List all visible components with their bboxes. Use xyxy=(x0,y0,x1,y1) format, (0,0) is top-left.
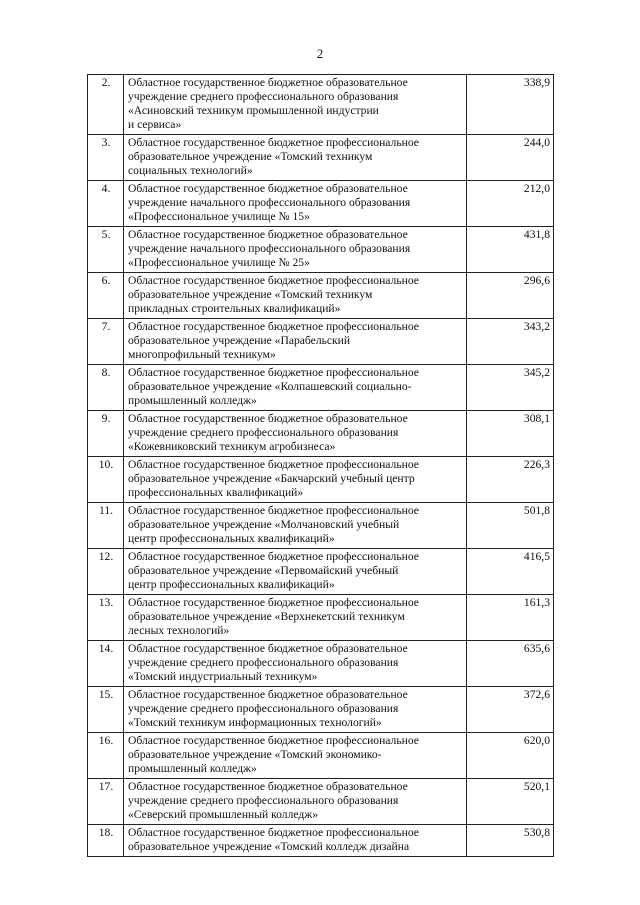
amount-value: 343,2 xyxy=(467,319,554,365)
institution-name-line: образовательное учреждение «Молчановский учебный xyxy=(128,518,400,531)
institution-name-line: Областное государственное бюджетное профессиональное xyxy=(128,320,419,333)
row-number: 15. xyxy=(88,687,124,733)
institution-name-line: учреждение среднего профессионального образования xyxy=(128,794,399,807)
table-row xyxy=(88,181,554,227)
row-number: 13. xyxy=(88,595,124,641)
table-row xyxy=(88,135,554,181)
institution-name xyxy=(124,365,467,411)
institution-name-line: Областное государственное бюджетное образовательное xyxy=(128,76,408,89)
institution-name-line: Областное государственное бюджетное профессиональное xyxy=(128,826,419,839)
row-number: 14. xyxy=(88,641,124,687)
institution-name-line: Областное государственное бюджетное профессиональное xyxy=(128,734,419,747)
institution-name xyxy=(124,135,467,181)
table-row xyxy=(88,273,554,319)
institution-name-line: образовательное учреждение «Парабельский xyxy=(128,334,351,347)
institution-name xyxy=(124,779,467,825)
institution-name-line: «Асиновский техникум промышленной индустрии xyxy=(128,104,379,117)
row-number: 17. xyxy=(88,779,124,825)
institution-name xyxy=(124,319,467,365)
institution-name-line: и сервиса» xyxy=(128,118,182,131)
institution-name-line: центр профессиональных квалификаций» xyxy=(128,578,335,591)
institution-name-line: «Кожевниковский техникум агробизнеса» xyxy=(128,440,336,453)
table-row xyxy=(88,457,554,503)
amount-value: 501,8 xyxy=(467,503,554,549)
row-number: 8. xyxy=(88,365,124,411)
institution-name xyxy=(124,457,467,503)
institution-name-line: учреждение среднего профессионального образования xyxy=(128,702,399,715)
institution-name-line: образовательное учреждение «Томский техникум xyxy=(128,150,373,163)
institution-name-line: «Северский промышленный колледж» xyxy=(128,808,319,821)
institution-name-line: Областное государственное бюджетное профессиональное xyxy=(128,366,419,379)
row-number: 3. xyxy=(88,135,124,181)
institution-name xyxy=(124,503,467,549)
page-number: 2 xyxy=(316,46,324,61)
row-number: 6. xyxy=(88,273,124,319)
institution-name-line: социальных технологий» xyxy=(128,164,253,177)
institution-name xyxy=(124,595,467,641)
table-row xyxy=(88,733,554,779)
institution-name-line: Областное государственное бюджетное образовательное xyxy=(128,412,408,425)
amount-value: 635,6 xyxy=(467,641,554,687)
institution-name-line: учреждение среднего профессионального образования xyxy=(128,90,399,103)
amount-value: 520,1 xyxy=(467,779,554,825)
table-row xyxy=(88,779,554,825)
institution-name-line: Областное государственное бюджетное профессиональное xyxy=(128,136,419,149)
table-row xyxy=(88,641,554,687)
table-row xyxy=(88,503,554,549)
institution-name-line: учреждение начального профессионального образования xyxy=(128,242,411,255)
institution-name-line: образовательное учреждение «Первомайский учебный xyxy=(128,564,399,577)
row-number: 12. xyxy=(88,549,124,595)
row-number: 9. xyxy=(88,411,124,457)
institution-name-line: образовательное учреждение «Томский колледж дизайна xyxy=(128,840,410,853)
row-number: 5. xyxy=(88,227,124,273)
amount-value: 212,0 xyxy=(467,181,554,227)
institution-name xyxy=(124,411,467,457)
row-number: 4. xyxy=(88,181,124,227)
institution-name-line: центр профессиональных квалификаций» xyxy=(128,532,335,545)
table-row xyxy=(88,687,554,733)
institution-name xyxy=(124,641,467,687)
institution-name-line: «Томский техникум информационных технологий» xyxy=(128,716,382,729)
amount-value: 530,8 xyxy=(467,825,554,857)
amount-value: 308,1 xyxy=(467,411,554,457)
amount-value: 620,0 xyxy=(467,733,554,779)
amount-value: 416,5 xyxy=(467,549,554,595)
institution-name-line: образовательное учреждение «Томский экономико- xyxy=(128,748,382,761)
institution-name-line: образовательное учреждение «Верхнекетский техникум xyxy=(128,610,405,623)
institution-name-line: профессиональных квалификаций» xyxy=(128,486,304,499)
row-number: 2. xyxy=(88,75,124,135)
institution-name-line: образовательное учреждение «Томский техникум xyxy=(128,288,373,301)
table-row xyxy=(88,319,554,365)
amount-value: 431,8 xyxy=(467,227,554,273)
table-row xyxy=(88,595,554,641)
institution-name xyxy=(124,549,467,595)
table-row xyxy=(88,227,554,273)
table-row xyxy=(88,825,554,857)
row-number: 16. xyxy=(88,733,124,779)
institution-name-line: «Профессиональное училище № 15» xyxy=(128,210,310,223)
institutions-table-body xyxy=(88,75,554,857)
amount-value: 338,9 xyxy=(467,75,554,135)
institution-name xyxy=(124,75,467,135)
amount-value: 345,2 xyxy=(467,365,554,411)
institution-name-line: образовательное учреждение «Бакчарский учебный центр xyxy=(128,472,415,485)
institution-name-line: лесных технологий» xyxy=(128,624,230,637)
institution-name-line: Областное государственное бюджетное образовательное xyxy=(128,182,408,195)
institution-name-line: учреждение среднего профессионального образования xyxy=(128,656,399,669)
table-row xyxy=(88,411,554,457)
institution-name-line: Областное государственное бюджетное профессиональное xyxy=(128,550,419,563)
institutions-table xyxy=(87,74,554,857)
row-number: 18. xyxy=(88,825,124,857)
institution-name xyxy=(124,181,467,227)
amount-value: 372,6 xyxy=(467,687,554,733)
amount-value: 244,0 xyxy=(467,135,554,181)
amount-value: 296,6 xyxy=(467,273,554,319)
institution-name-line: образовательное учреждение «Колпашевский социально- xyxy=(128,380,412,393)
row-number: 11. xyxy=(88,503,124,549)
institution-name-line: Областное государственное бюджетное образовательное xyxy=(128,688,408,701)
institution-name xyxy=(124,227,467,273)
institution-name xyxy=(124,687,467,733)
institution-name xyxy=(124,825,467,857)
institution-name xyxy=(124,273,467,319)
row-number: 7. xyxy=(88,319,124,365)
institution-name-line: Областное государственное бюджетное образовательное xyxy=(128,780,408,793)
amount-value: 226,3 xyxy=(467,457,554,503)
institution-name-line: многопрофильный техникум» xyxy=(128,348,276,361)
institution-name-line: Областное государственное бюджетное профессиональное xyxy=(128,596,419,609)
institution-name-line: Областное государственное бюджетное профессиональное xyxy=(128,504,419,517)
institution-name-line: прикладных строительных квалификаций» xyxy=(128,302,341,315)
table-row xyxy=(88,75,554,135)
row-number: 10. xyxy=(88,457,124,503)
institution-name-line: промышленный колледж» xyxy=(128,394,257,407)
institution-name-line: Областное государственное бюджетное образовательное xyxy=(128,642,408,655)
amount-value: 161,3 xyxy=(467,595,554,641)
institution-name-line: Областное государственное бюджетное профессиональное xyxy=(128,458,419,471)
institution-name-line: промышленный колледж» xyxy=(128,762,257,775)
institution-name-line: «Профессиональное училище № 25» xyxy=(128,256,310,269)
institution-name-line: «Томский индустриальный техникум» xyxy=(128,670,318,683)
table-row xyxy=(88,549,554,595)
institution-name-line: учреждение среднего профессионального образования xyxy=(128,426,399,439)
institution-name-line: Областное государственное бюджетное образовательное xyxy=(128,228,408,241)
institution-name-line: учреждение начального профессионального образования xyxy=(128,196,411,209)
table-row xyxy=(88,365,554,411)
institution-name xyxy=(124,733,467,779)
institution-name-line: Областное государственное бюджетное профессиональное xyxy=(128,274,419,287)
